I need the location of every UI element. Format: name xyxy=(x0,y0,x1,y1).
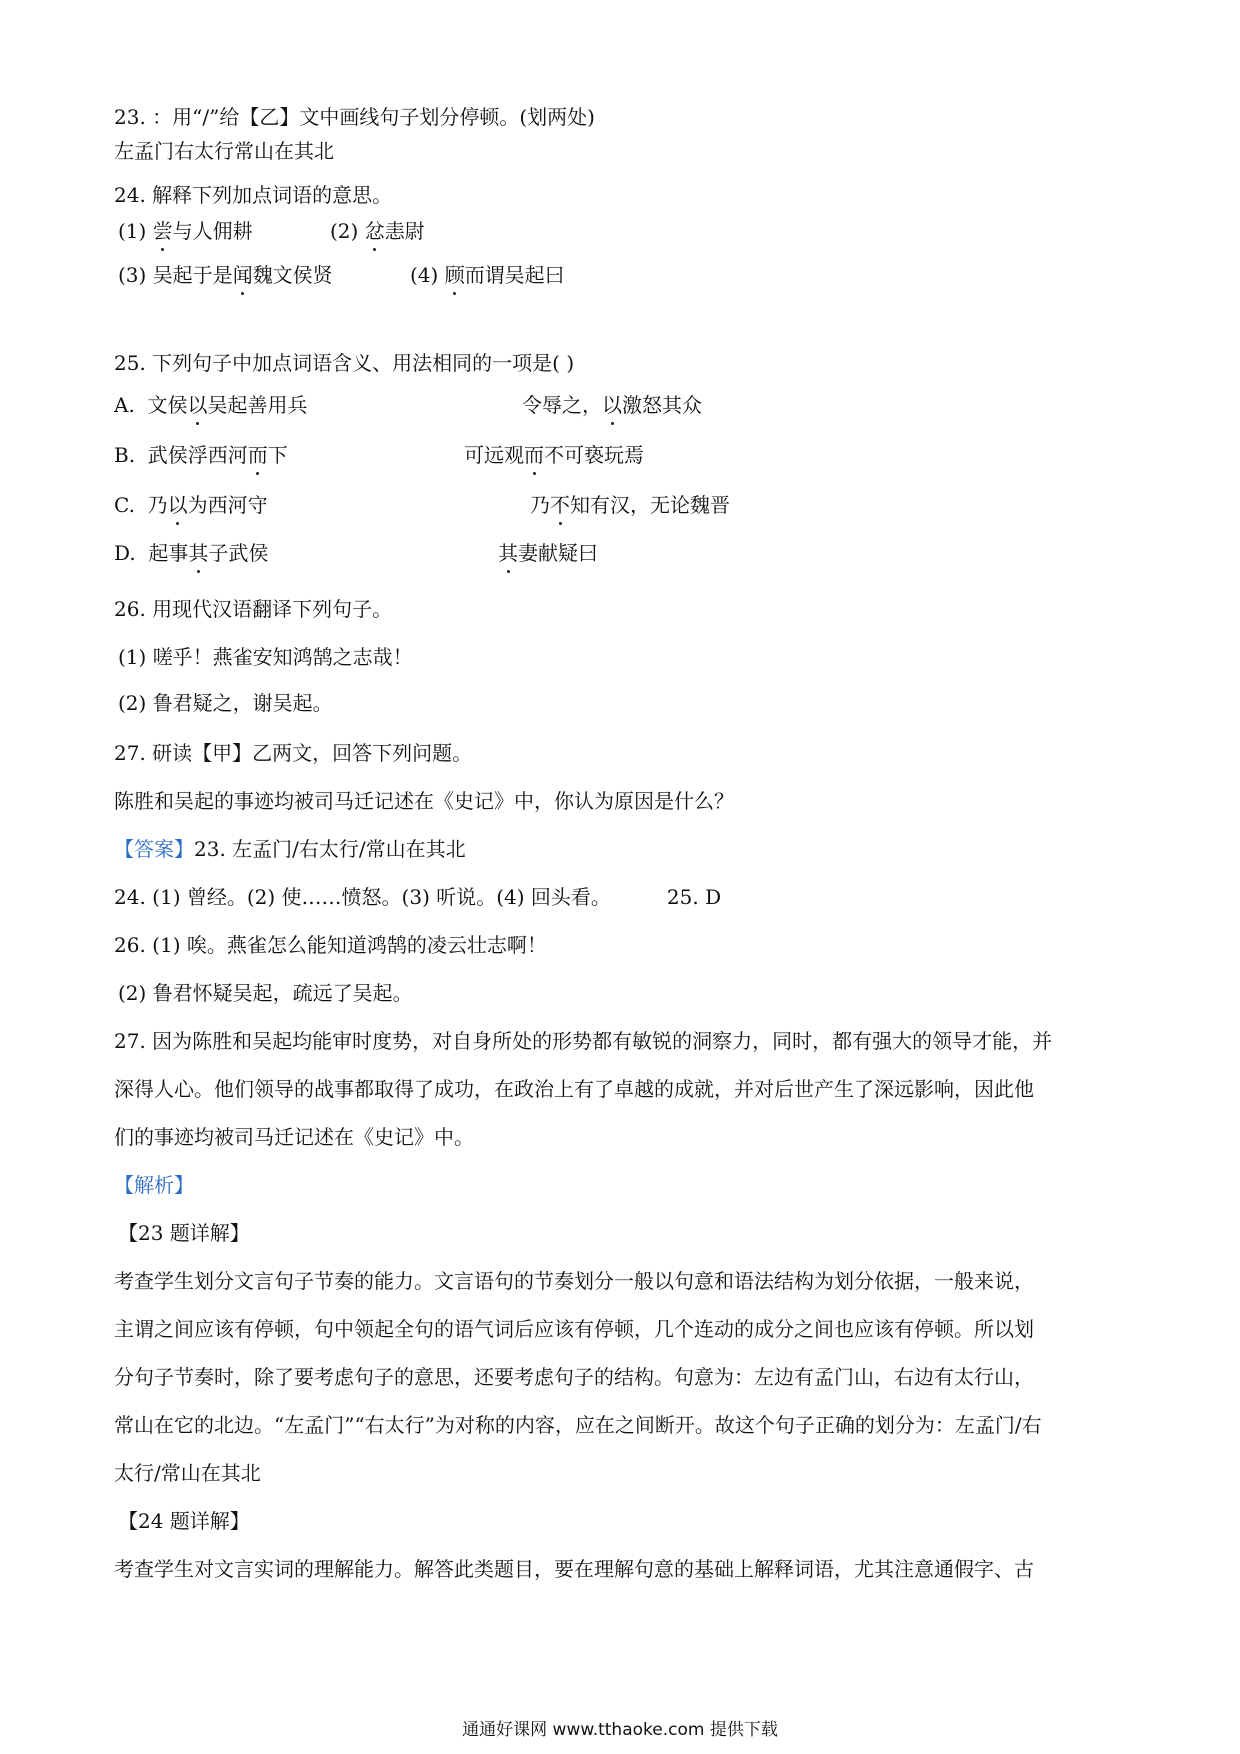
q27-question: 陈胜和吴起的事迹均被司马迁记述在《史记》中，你认为原因是什么？ xyxy=(114,789,734,813)
analysis-heading-23: 【23 题详解】 xyxy=(118,1221,250,1245)
dotted-char: 以 xyxy=(188,390,208,420)
q26-prompt: 26. 用现代汉语翻译下列句子。 xyxy=(114,597,393,621)
q25-option-d-right: 其妻献疑曰 xyxy=(498,538,598,568)
analysis-tag: 【解析】 xyxy=(114,1173,194,1197)
analysis-23-line-3: 分句子节奏时，除了要考虑句子的意思，还要考虑句子的结构。句意为：左边有孟门山，右边有太行山， xyxy=(114,1365,1034,1389)
answer-line-24: 24. (1) 曾经。(2) 使……愤怒。(3) 听说。(4) 回头看。 25. D xyxy=(114,885,722,909)
dotted-char: 而 xyxy=(248,440,268,470)
analysis-heading-24: 【24 题详解】 xyxy=(118,1509,250,1533)
q25-option-c-right: 乃不知有汉，无论魏晋 xyxy=(530,490,730,520)
dotted-char: 而 xyxy=(524,440,544,470)
q25-option-d-left: D. 起事其子武侯 xyxy=(114,538,268,568)
dotted-char: 尝 xyxy=(153,216,173,246)
q23-prompt: 23. ：用“/”给【乙】文中画线句子划分停顿。(划两处) xyxy=(114,105,595,129)
q24-item-2: (2) 忿恚尉 xyxy=(330,216,425,246)
analysis-24-line-1: 考查学生对文言实词的理解能力。解答此类题目，要在理解句意的基础上解释词语，尤其注意通假字、古 xyxy=(114,1557,1034,1581)
q25-option-a-left: A. 文侯以吴起善用兵 xyxy=(114,390,308,420)
answer-line-26-2: (2) 鲁君怀疑吴起，疏远了吴起。 xyxy=(118,981,413,1005)
answer-line-27-2: 深得人心。他们领导的战事都取得了成功，在政治上有了卓越的成就，并对后世产生了深远影响，因此他 xyxy=(114,1077,1034,1101)
dotted-char: 不 xyxy=(550,490,570,520)
dotted-char: 以 xyxy=(602,390,622,420)
q25-option-a-right: 令辱之，以激怒其众 xyxy=(522,390,702,420)
answer-25: 25. D xyxy=(666,885,722,909)
q24-item-1: (1) 尝与人佣耕 xyxy=(118,216,253,246)
q24-item-3: (3) 吴起于是闻魏文侯贤 xyxy=(118,260,333,290)
analysis-23-line-2: 主谓之间应该有停顿，句中领起全句的语气词后应该有停顿，几个连动的成分之间也应该有停顿。所以划 xyxy=(114,1317,1034,1341)
q26-sentence-2: (2) 鲁君疑之，谢吴起。 xyxy=(118,691,333,715)
q23-sentence: 左孟门右太行常山在其北 xyxy=(114,139,334,163)
footer-text: 通通好课网 www.tthaoke.com 提供下载 xyxy=(462,1720,778,1740)
q25-option-b-right: 可远观而不可亵玩焉 xyxy=(464,440,644,470)
q25-prompt: 25. 下列句子中加点词语含义、用法相同的一项是( ) xyxy=(114,351,575,375)
dotted-char: 其 xyxy=(188,538,208,568)
analysis-23-line-5: 太行/常山在其北 xyxy=(114,1461,261,1485)
answer-line-27-1: 27. 因为陈胜和吴起均能审时度势，对自身所处的形势都有敏锐的洞察力，同时，都有强大的领导才能，并 xyxy=(114,1029,1053,1053)
dotted-char: 其 xyxy=(498,538,518,568)
answer-line-23: 【答案】23. 左孟门/右太行/常山在其北 xyxy=(114,837,466,861)
q26-sentence-1: (1) 嗟乎！燕雀安知鸿鹄之志哉！ xyxy=(118,645,413,669)
q25-option-b-left: B. 武侯浮西河而下 xyxy=(114,440,288,470)
answer-line-26-1: 26. (1) 唉。燕雀怎么能知道鸿鹄的凌云壮志啊！ xyxy=(114,933,547,957)
q24-prompt: 24. 解释下列加点词语的意思。 xyxy=(114,183,393,207)
dotted-char: 闻 xyxy=(233,260,253,290)
analysis-23-line-1: 考查学生划分文言句子节奏的能力。文言语句的节奏划分一般以句意和语法结构为划分依据，一般来说， xyxy=(114,1269,1034,1293)
q27-prompt: 27. 研读【甲】乙两文，回答下列问题。 xyxy=(114,741,473,765)
answer-line-27-3: 们的事迹均被司马迁记述在《史记》中。 xyxy=(114,1125,474,1149)
dotted-char: 以 xyxy=(168,490,188,520)
dotted-char: 忿 xyxy=(365,216,385,246)
q24-item-4: (4) 顾而谓吴起曰 xyxy=(410,260,565,290)
analysis-23-line-4: 常山在它的北边。“左孟门”“右太行”为对称的内容，应在之间断开。故这个句子正确的划分为：左孟门/右 xyxy=(114,1413,1042,1437)
q25-option-c-left: C. 乃以为西河守 xyxy=(114,490,268,520)
dotted-char: 顾 xyxy=(445,260,465,290)
answer-tag: 【答案】 xyxy=(114,837,194,861)
